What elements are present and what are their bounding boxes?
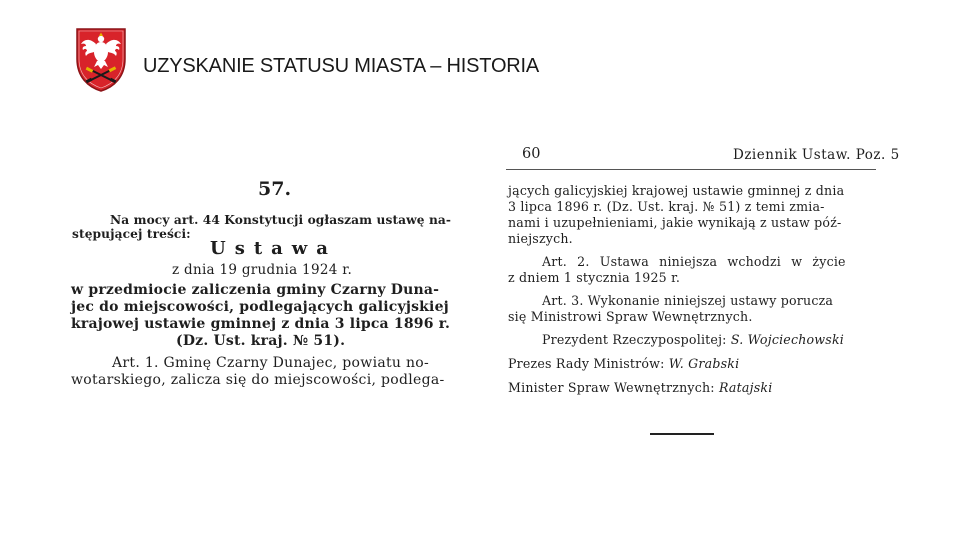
header-rule [506, 169, 876, 170]
text-line: z dniem 1 stycznia 1925 r. [508, 270, 681, 285]
text-line: Art. 2. Ustawa niniejsza wchodzi w życie [542, 254, 846, 269]
intro-line: stępującej treści: [72, 227, 191, 241]
text-line: jących galicyjskiej krajowej ustawie gminnej z dnia [508, 183, 845, 198]
text-line: niejszych. [508, 231, 573, 246]
act-number: 57. [258, 178, 292, 200]
signature-name: W. Grabski [668, 356, 740, 371]
intro-line: Na mocy art. 44 Konstytucji ogłaszam ustawę na- [110, 213, 452, 227]
slide-title: UZYSKANIE STATUSU MIASTA – HISTORIA [143, 55, 540, 77]
article-line: Art. 1. Gminę Czarny Dunajec, powiatu no- [112, 355, 430, 371]
signature-line [542, 332, 844, 347]
signature-line [508, 356, 739, 371]
signature-name: S. Wojciechowski [730, 332, 845, 347]
text-line: 3 lipca 1896 r. (Dz. Ust. kraj. № 51) z temi zmia- [508, 199, 825, 214]
page-number: 60 [522, 146, 541, 162]
subject-line: (Dz. Ust. kraj. № 51). [176, 333, 346, 349]
text-line: się Ministrowi Spraw Wewnętrznych. [508, 309, 753, 324]
signature-role: Prezydent Rzeczypospolitej: [542, 332, 727, 347]
signature-role: Prezes Rady Ministrów: [508, 356, 665, 371]
text-line: Art. 3. Wykonanie niniejszej ustawy porucza [542, 293, 834, 308]
act-heading: Ustawa [210, 238, 337, 259]
journal-header: Dziennik Ustaw. Poz. 5 [733, 147, 900, 163]
subject-line: w przedmiocie zaliczenia gminy Czarny Duna- [71, 282, 440, 298]
article-line: wotarskiego, zalicza się do miejscowości, podlega- [71, 372, 445, 388]
subject-line: jec do miejscowości, podlegających galicyjskiej [71, 299, 449, 315]
end-rule [650, 433, 714, 435]
coat-of-arms-icon [74, 25, 128, 93]
act-date: z dnia 19 grudnia 1924 r. [172, 262, 353, 278]
right-document-scan [506, 144, 900, 444]
subject-line: krajowej ustawie gminnej z dnia 3 lipca 1896 r. [71, 316, 451, 332]
signature-role: Minister Spraw Wewnętrznych: [508, 380, 715, 395]
left-document-scan [68, 178, 468, 398]
text-line: nami i uzupełnieniami, jakie wynikają z ustaw póź- [508, 215, 842, 230]
signature-name: Ratajski [718, 380, 773, 395]
signature-line [508, 380, 772, 395]
